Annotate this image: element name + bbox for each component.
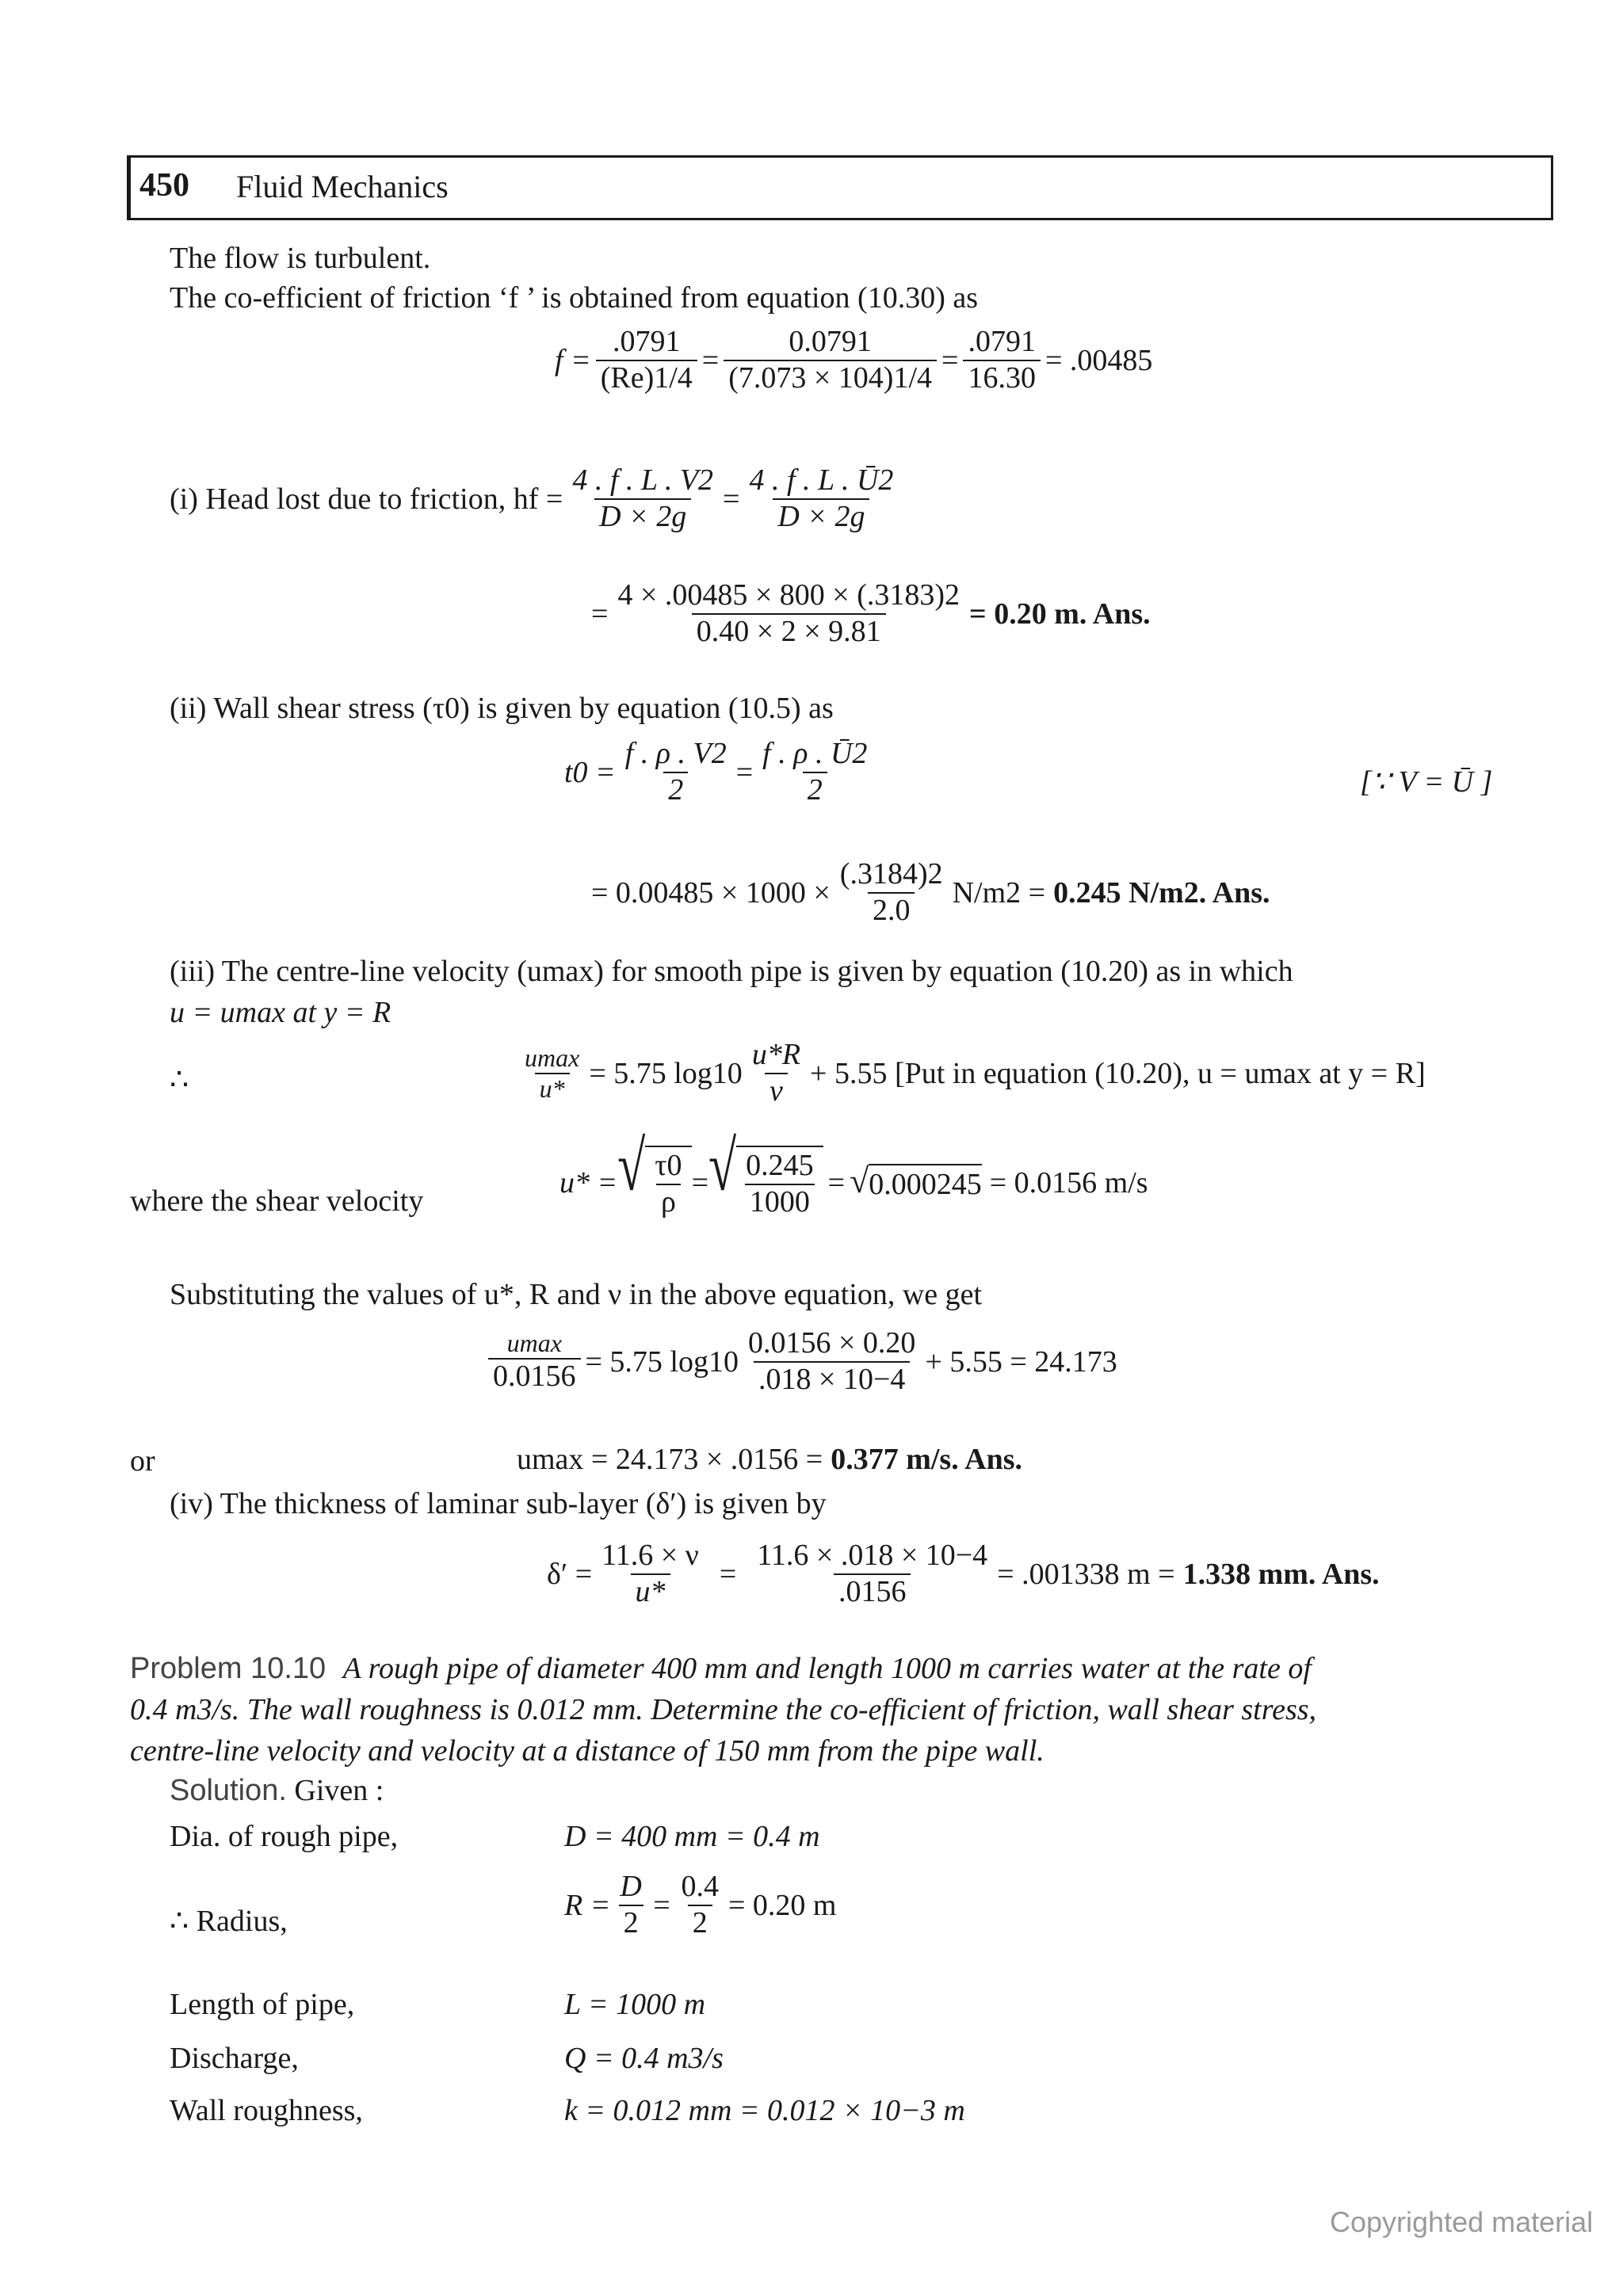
eq-laminar-thickness [547,1539,1380,1609]
frac-num: umax [506,1329,562,1358]
given-value: k = 0.012 mm = 0.012 × 10−3 m [564,2094,965,2127]
eq-friction-coefficient: f = $\frac{.0791}{(Re)1/4}$ = $\frac{0.0791}{(7.073 \times 104)1/4}$ = $\frac{.0791}{16.30}$ = .00485 [555,325,1153,395]
frac-num: 0.0156 × 0.20 [748,1326,916,1360]
frac-den: .0156 [834,1573,911,1610]
text-laminar-intro: (iv) The thickness of laminar sub-layer (δ′) is given by [170,1487,827,1520]
eq-delta-mid: = .001338 m = [997,1557,1175,1591]
text-centreline-intro: (iii) The centre-line velocity (umax) for smooth pipe is given by equation (10.20) as in which [170,955,1293,988]
frac [650,1149,686,1219]
eq-substituted [483,1326,1117,1397]
frac-den: 2 [688,1905,712,1941]
problem-label: Problem 10.10 [130,1652,327,1685]
eq-umax-note: + 5.55 [Put in equation (10.20), u = umax at y = R] [810,1056,1426,1090]
frac [758,737,872,807]
problem-statement-line2: 0.4 m3/s. The wall roughness is 0.012 mm. Determine the co-efficient of friction, wall shear stress, [130,1693,1317,1726]
eq-centreline-velocity [515,1038,1426,1108]
frac-num: 4 . f . L . V2 [572,463,714,497]
frac-num: 0.4 [681,1870,719,1903]
given-value: L = 1000 m [564,1988,706,2021]
eq-t0b-unit: N/m2 = [952,875,1046,910]
eq-sign: = [691,1165,708,1199]
eq-f-result: = .00485 [1044,343,1153,377]
label-shear-velocity: where the shear velocity [130,1184,424,1218]
eq-sign: = [827,1165,846,1199]
eq-ustar-lhs: u* = [559,1165,618,1199]
frac [744,463,898,534]
frac [596,325,697,395]
frac-den: 2 [619,1905,643,1941]
frac [615,1870,646,1940]
problem-text: A rough pipe of diameter 400 mm and length 1000 m carries water at the rate of [342,1652,1312,1685]
eq-or-lhs: umax = 24.173 × .0156 = [517,1443,823,1476]
frac [676,1870,724,1940]
eq-sub-mid: = 5.75 log10 [585,1344,739,1379]
sqrt: √ $\frac{0.245}{1000}$ [708,1146,823,1219]
eq-umax-result [517,1442,1022,1477]
label-head-loss: (i) Head lost due to friction, hf = [170,482,563,516]
frac-den: 2 [663,772,688,808]
label-or: or [130,1444,155,1478]
solution-given: Given : [294,1774,384,1807]
given-label: Discharge, [170,2042,299,2075]
frac [613,578,964,649]
page-number: 450 [139,167,189,204]
text-friction-intro: The co-efficient of friction ‘f ’ is obtained from equation (10.30) as [170,281,979,315]
eq-shear-velocity [559,1126,1148,1219]
frac-num: 0.0791 [789,325,872,358]
given-value: Q = 0.4 m3/s [564,2042,724,2075]
frac-den: .018 × 10−4 [754,1361,910,1398]
frac-den: u* [631,1573,670,1610]
sqrt: √ $\frac{\tau 0}{\rho}$ [617,1146,691,1219]
eq-radius: R = $\frac{D}{2}$ = $\frac{0.4}{2}$ = 0.20 m [564,1870,837,1939]
frac-num: (.3184)2 [839,857,943,891]
frac-den: 2.0 [868,892,915,929]
answer-head-loss: = 0.20 m. Ans. [969,597,1151,631]
frac-den: ρ [656,1184,681,1220]
eq-t0-lhs: t0 = [564,755,616,789]
eq-sign: = [719,1557,737,1591]
answer-umax: 0.377 m/s. Ans. [831,1443,1022,1476]
frac [567,463,718,534]
frac [520,1043,584,1104]
copyright-watermark: Copyrighted material [1330,2206,1594,2238]
frac [741,1149,819,1219]
therefore-symbol: ∴ [170,1063,189,1097]
given-label: Length of pipe, [170,1988,355,2021]
eq-head-loss-numeric: = $\frac{4 \times .00485 \times 800 \times (.3183)2}{0.40 \times 2 \times 9.81}$ = 0.20 m. Ans. [591,578,1151,648]
frac-den: u* [535,1073,570,1104]
frac-den: 2 [803,772,827,808]
frac [724,325,937,395]
solution-label: Solution. [170,1774,287,1807]
frac-den: 1000 [745,1184,815,1220]
problem-statement-line3: centre-line velocity and velocity at a distance of 150 mm from the pipe wall. [130,1734,1044,1768]
frac [963,325,1041,395]
eq-t0b-lhs: = 0.00485 × 1000 × [591,875,831,910]
eq-head-loss: (i) Head lost due to friction, hf = $\frac{4 . f . L . V2}{D \times 2g}$ = $\frac{4 . f . L . Ū2}{D \times 2g}$ [170,463,903,534]
frac-den: D × 2g [594,498,691,535]
running-title: Fluid Mechanics [236,169,449,204]
frac [488,1329,581,1394]
note-v-equals-u: [∵ V = Ū ] [1360,765,1493,799]
eq-wall-shear-numeric [591,857,1270,928]
frac-num: .0791 [612,325,681,358]
frac-num: f . ρ . Ū2 [762,737,868,770]
sqrt-value: 0.000245 [869,1164,982,1202]
given-value: D = 400 mm = 0.4 m [564,1820,820,1853]
text-substituting: Substituting the values of u*, R and ν in the above equation, we get [170,1278,983,1311]
solution-heading [170,1773,384,1808]
frac-num: D [620,1870,642,1903]
frac [621,737,731,807]
frac-num: 11.6 × .018 × 10−4 [757,1539,988,1572]
text-wall-shear-intro: (ii) Wall shear stress (τ0) is given by equation (10.5) as [170,692,834,725]
eq-delta-lhs: δ′ = [547,1557,593,1591]
frac-den: 0.0156 [488,1358,581,1394]
answer-wall-shear: 0.245 N/m2. Ans. [1053,875,1270,910]
eq-sub-result: + 5.55 = 24.173 [925,1344,1117,1379]
frac-num: 4 . f . L . Ū2 [749,463,894,497]
eq-wall-shear: t0 = $\frac{f . \rho . V2}{2}$ = $\frac{f . \rho . Ū2}{2}$ [564,737,876,807]
frac-num: u*R [751,1038,801,1071]
frac-den: (7.073 × 104)1/4 [724,360,937,396]
eq-f-lhs: f = [555,343,591,377]
frac-num: τ0 [655,1149,682,1182]
frac [747,1038,805,1108]
text-u-umax: u = umax at y = R [170,996,391,1029]
frac-num: .0791 [968,325,1036,358]
given-label: ∴ Radius, [170,1905,288,1938]
eq-umax-mid: = 5.75 log10 [589,1056,743,1090]
frac [743,1326,920,1397]
frac [835,857,948,928]
frac-den: D × 2g [773,498,869,535]
frac-den: ν [765,1073,788,1109]
answer-shear-velocity: = 0.0156 m/s [989,1165,1148,1199]
given-label: Wall roughness, [170,2094,363,2127]
frac-num: f . ρ . V2 [624,737,727,770]
frac-den: 16.30 [963,360,1041,396]
problem-statement-line1 [130,1651,1312,1686]
text-turbulent: The flow is turbulent. [170,242,431,275]
frac-den: 0.40 × 2 × 9.81 [692,613,886,650]
frac-den: (Re)1/4 [596,360,697,396]
frac-num: 0.245 [746,1149,814,1182]
frac [752,1539,992,1609]
eq-radius-result: = 0.20 m [727,1888,837,1922]
eq-radius-lhs: R = [564,1888,611,1922]
frac-num: 11.6 × ν [601,1539,699,1572]
frac-num: umax [525,1043,580,1072]
answer-laminar-thickness: 1.338 mm. Ans. [1182,1557,1380,1591]
given-label: Dia. of rough pipe, [170,1820,399,1853]
frac-num: 4 × .00485 × 800 × (.3183)2 [617,578,960,612]
sqrt: √ 0.000245 [850,1161,982,1201]
frac [597,1539,704,1609]
